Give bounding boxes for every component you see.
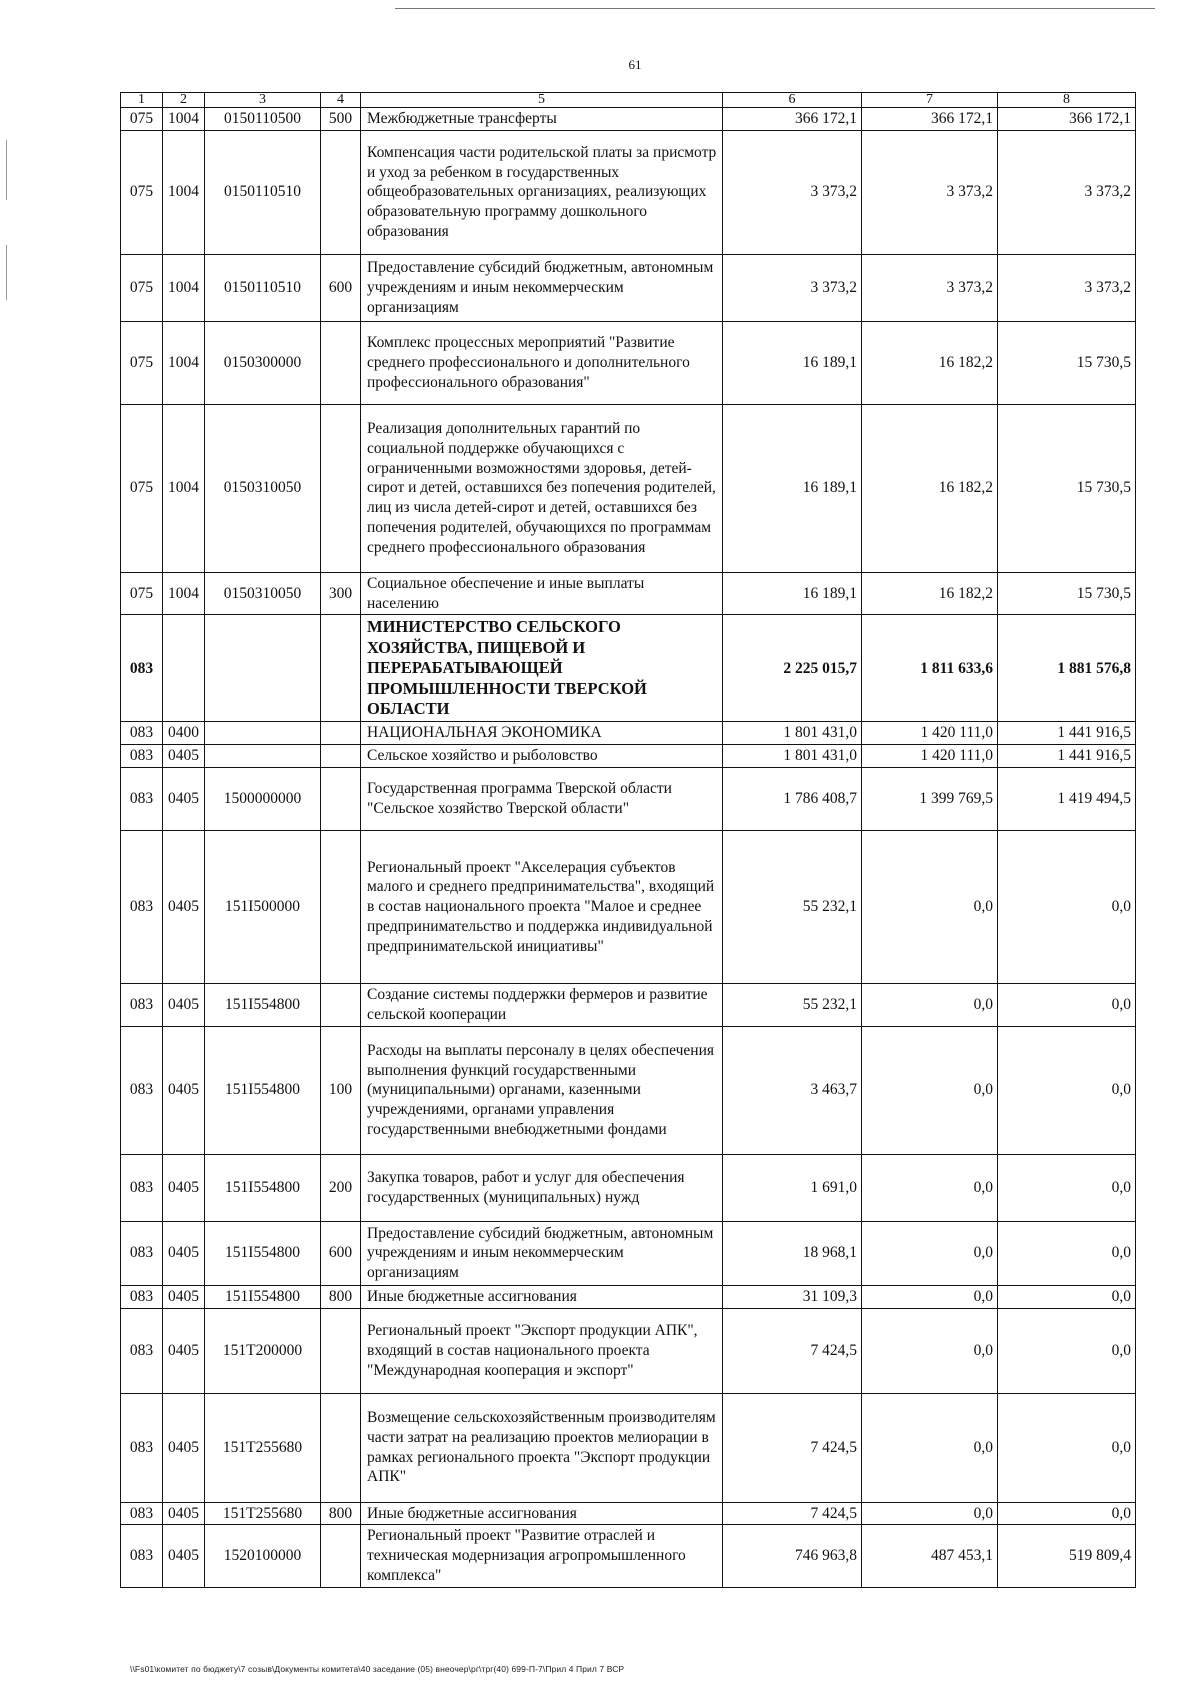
column-number-row [121, 93, 1136, 108]
table-row [121, 1525, 1136, 1587]
amount-year1-cell: 1 801 431,0 [723, 722, 862, 745]
amount-year1-cell: 746 963,8 [723, 1525, 862, 1587]
target-article-cell: 0150110500 [205, 108, 321, 131]
description-cell: Реализация дополнительных гарантий по социальной поддержке обучающихся с ограниченными возможностями здоровья, детей-сирот и детей, оставшихся без попечения родителей, лиц из числа детей-сирот и детей, оставшихся без попечения родителей, обучающихся по программам среднего профессионального образования [361, 404, 723, 572]
section-code-cell: 0400 [163, 722, 205, 745]
amount-year1-cell: 1 786 408,7 [723, 768, 862, 831]
amount-year3-cell: 1 441 916,5 [998, 745, 1136, 768]
amount-year1-cell: 3 373,2 [723, 254, 862, 321]
section-code-cell: 0405 [163, 1393, 205, 1502]
amount-year3-cell: 0,0 [998, 1285, 1136, 1308]
amount-year3-cell: 3 373,2 [998, 254, 1136, 321]
section-code-cell: 0405 [163, 1026, 205, 1154]
amount-year3-cell: 0,0 [998, 1026, 1136, 1154]
expense-type-cell [321, 1393, 361, 1502]
amount-year2-cell: 0,0 [862, 1285, 998, 1308]
description-cell: МИНИСТЕРСТВО СЕЛЬСКОГО ХОЗЯЙСТВА, ПИЩЕВОЙ И ПЕРЕРАБАТЫВАЮЩЕЙ ПРОМЫШЛЕННОСТИ ТВЕРСКОЙ ОБЛАСТИ [361, 615, 723, 722]
section-code-cell: 0405 [163, 1154, 205, 1221]
table-row [121, 1393, 1136, 1502]
ministry-code-cell: 083 [121, 831, 163, 984]
table-row [121, 722, 1136, 745]
expense-type-cell: 600 [321, 1221, 361, 1285]
amount-year1-cell: 7 424,5 [723, 1308, 862, 1393]
amount-year3-cell: 0,0 [998, 1308, 1136, 1393]
target-article-cell: 0150300000 [205, 321, 321, 404]
amount-year2-cell: 487 453,1 [862, 1525, 998, 1587]
table-row [121, 831, 1136, 984]
table-row [121, 1308, 1136, 1393]
amount-year1-cell: 16 189,1 [723, 321, 862, 404]
amount-year2-cell: 16 182,2 [862, 404, 998, 572]
amount-year3-cell: 519 809,4 [998, 1525, 1136, 1587]
column-number: 1 [121, 93, 163, 108]
expense-type-cell [321, 984, 361, 1027]
amount-year2-cell: 1 399 769,5 [862, 768, 998, 831]
amount-year1-cell: 7 424,5 [723, 1393, 862, 1502]
target-article-cell: 151I554800 [205, 1026, 321, 1154]
amount-year3-cell: 0,0 [998, 1221, 1136, 1285]
section-code-cell: 0405 [163, 1525, 205, 1587]
expense-type-cell: 800 [321, 1285, 361, 1308]
section-code-cell: 1004 [163, 572, 205, 615]
ministry-code-cell: 083 [121, 1308, 163, 1393]
section-code-cell: 1004 [163, 108, 205, 131]
table-row [121, 572, 1136, 615]
section-code-cell: 1004 [163, 404, 205, 572]
column-number: 6 [723, 93, 862, 108]
expense-type-cell: 100 [321, 1026, 361, 1154]
table-row [121, 768, 1136, 831]
section-code-cell: 0405 [163, 1308, 205, 1393]
amount-year1-cell: 366 172,1 [723, 108, 862, 131]
column-number: 8 [998, 93, 1136, 108]
amount-year1-cell: 1 801 431,0 [723, 745, 862, 768]
top-border-line [395, 8, 1155, 9]
section-code-cell: 0405 [163, 745, 205, 768]
description-cell: НАЦИОНАЛЬНАЯ ЭКОНОМИКА [361, 722, 723, 745]
description-cell: Региональный проект "Экспорт продукции АПК", входящий в состав национального проекта "Международная кооперация и экспорт" [361, 1308, 723, 1393]
table-row [121, 254, 1136, 321]
ministry-code-cell: 083 [121, 745, 163, 768]
section-code-cell: 0405 [163, 768, 205, 831]
column-number: 5 [361, 93, 723, 108]
amount-year1-cell: 55 232,1 [723, 984, 862, 1027]
amount-year2-cell: 16 182,2 [862, 572, 998, 615]
section-code-cell: 0405 [163, 1285, 205, 1308]
amount-year1-cell: 18 968,1 [723, 1221, 862, 1285]
expense-type-cell [321, 404, 361, 572]
column-number: 2 [163, 93, 205, 108]
section-code-cell: 0405 [163, 1502, 205, 1525]
description-cell: Иные бюджетные ассигнования [361, 1285, 723, 1308]
table-row [121, 745, 1136, 768]
target-article-cell: 0150110510 [205, 130, 321, 254]
description-cell: Компенсация части родительской платы за присмотр и уход за ребенком в государственных общеобразовательных организациях, реализующих образовательную программу дошкольного образования [361, 130, 723, 254]
table-body [121, 93, 1136, 1588]
description-cell: Предоставление субсидий бюджетным, автономным учреждениям и иным некоммерческим организациям [361, 254, 723, 321]
expense-type-cell [321, 130, 361, 254]
table-row [121, 130, 1136, 254]
table-row [121, 321, 1136, 404]
table-row [121, 1154, 1136, 1221]
expense-type-cell: 500 [321, 108, 361, 131]
description-cell: Межбюджетные трансферты [361, 108, 723, 131]
section-code-cell: 1004 [163, 130, 205, 254]
amount-year1-cell: 7 424,5 [723, 1502, 862, 1525]
scan-margin-mark [6, 140, 7, 200]
section-code-cell: 0405 [163, 1221, 205, 1285]
expense-type-cell [321, 768, 361, 831]
expense-type-cell: 600 [321, 254, 361, 321]
ministry-code-cell: 075 [121, 254, 163, 321]
amount-year3-cell: 366 172,1 [998, 108, 1136, 131]
description-cell: Расходы на выплаты персоналу в целях обеспечения выполнения функций государственными (муниципальными) органами, казенными учреждениями, органами управления государственными внебюджетными фондами [361, 1026, 723, 1154]
description-cell: Иные бюджетные ассигнования [361, 1502, 723, 1525]
description-cell: Региональный проект "Развитие отраслей и техническая модернизация агропромышленного комплекса" [361, 1525, 723, 1587]
ministry-code-cell: 083 [121, 1154, 163, 1221]
amount-year1-cell: 2 225 015,7 [723, 615, 862, 722]
target-article-cell: 151T255680 [205, 1502, 321, 1525]
ministry-code-cell: 075 [121, 321, 163, 404]
amount-year2-cell: 366 172,1 [862, 108, 998, 131]
amount-year1-cell: 16 189,1 [723, 572, 862, 615]
amount-year2-cell: 0,0 [862, 1502, 998, 1525]
expense-type-cell [321, 615, 361, 722]
target-article-cell: 0150310050 [205, 572, 321, 615]
amount-year3-cell: 15 730,5 [998, 404, 1136, 572]
ministry-code-cell: 075 [121, 404, 163, 572]
description-cell: Предоставление субсидий бюджетным, автономным учреждениям и иным некоммерческим организациям [361, 1221, 723, 1285]
amount-year2-cell: 0,0 [862, 984, 998, 1027]
table-row [121, 1502, 1136, 1525]
amount-year3-cell: 0,0 [998, 831, 1136, 984]
scan-margin-mark [6, 245, 7, 300]
table-row [121, 1026, 1136, 1154]
amount-year3-cell: 1 441 916,5 [998, 722, 1136, 745]
page-number: 61 [628, 57, 642, 72]
section-code-cell: 1004 [163, 321, 205, 404]
amount-year2-cell: 0,0 [862, 1026, 998, 1154]
amount-year2-cell: 16 182,2 [862, 321, 998, 404]
ministry-code-cell: 083 [121, 1525, 163, 1587]
section-code-cell [163, 615, 205, 722]
amount-year3-cell: 1 881 576,8 [998, 615, 1136, 722]
target-article-cell: 151I554800 [205, 984, 321, 1027]
expense-type-cell [321, 1308, 361, 1393]
description-cell: Государственная программа Тверской области "Сельское хозяйство Тверской области" [361, 768, 723, 831]
ministry-code-cell: 083 [121, 768, 163, 831]
target-article-cell: 151I554800 [205, 1154, 321, 1221]
amount-year2-cell: 3 373,2 [862, 130, 998, 254]
amount-year3-cell: 1 419 494,5 [998, 768, 1136, 831]
table-row [121, 984, 1136, 1027]
table-row [121, 1221, 1136, 1285]
ministry-code-cell: 083 [121, 1221, 163, 1285]
amount-year3-cell: 0,0 [998, 1502, 1136, 1525]
amount-year2-cell: 1 420 111,0 [862, 745, 998, 768]
expense-type-cell [321, 722, 361, 745]
ministry-code-cell: 083 [121, 1393, 163, 1502]
table-row [121, 1285, 1136, 1308]
amount-year1-cell: 55 232,1 [723, 831, 862, 984]
amount-year3-cell: 3 373,2 [998, 130, 1136, 254]
ministry-code-cell: 075 [121, 130, 163, 254]
ministry-code-cell: 075 [121, 108, 163, 131]
target-article-cell: 0150110510 [205, 254, 321, 321]
target-article-cell: 151T255680 [205, 1393, 321, 1502]
table-row [121, 615, 1136, 722]
amount-year1-cell: 3 463,7 [723, 1026, 862, 1154]
amount-year3-cell: 0,0 [998, 1154, 1136, 1221]
amount-year3-cell: 0,0 [998, 984, 1136, 1027]
ministry-code-cell: 083 [121, 615, 163, 722]
expense-type-cell: 300 [321, 572, 361, 615]
description-cell: Создание системы поддержки фермеров и развитие сельской кооперации [361, 984, 723, 1027]
amount-year3-cell: 0,0 [998, 1393, 1136, 1502]
description-cell: Закупка товаров, работ и услуг для обеспечения государственных (муниципальных) нужд [361, 1154, 723, 1221]
target-article-cell: 1520100000 [205, 1525, 321, 1587]
table-row [121, 108, 1136, 131]
expense-type-cell [321, 1525, 361, 1587]
target-article-cell [205, 745, 321, 768]
ministry-code-cell: 083 [121, 1285, 163, 1308]
amount-year1-cell: 31 109,3 [723, 1285, 862, 1308]
target-article-cell: 151T200000 [205, 1308, 321, 1393]
amount-year3-cell: 15 730,5 [998, 321, 1136, 404]
target-article-cell: 1500000000 [205, 768, 321, 831]
column-number: 3 [205, 93, 321, 108]
section-code-cell: 0405 [163, 831, 205, 984]
ministry-code-cell: 083 [121, 1502, 163, 1525]
amount-year3-cell: 15 730,5 [998, 572, 1136, 615]
target-article-cell [205, 615, 321, 722]
amount-year2-cell: 0,0 [862, 1393, 998, 1502]
amount-year2-cell: 3 373,2 [862, 254, 998, 321]
target-article-cell: 151I554800 [205, 1221, 321, 1285]
expense-type-cell [321, 745, 361, 768]
ministry-code-cell: 083 [121, 722, 163, 745]
description-cell: Комплекс процессных мероприятий "Развитие среднего профессионального и дополнительного профессионального образования" [361, 321, 723, 404]
column-number: 7 [862, 93, 998, 108]
target-article-cell: 151I500000 [205, 831, 321, 984]
expense-type-cell [321, 831, 361, 984]
ministry-code-cell: 075 [121, 572, 163, 615]
amount-year1-cell: 3 373,2 [723, 130, 862, 254]
table-row [121, 404, 1136, 572]
section-code-cell: 0405 [163, 984, 205, 1027]
description-cell: Возмещение сельскохозяйственным производителям части затрат на реализацию проектов мелиорации в рамках регионального проекта "Экспорт продукции АПК" [361, 1393, 723, 1502]
amount-year2-cell: 0,0 [862, 1221, 998, 1285]
expense-type-cell: 200 [321, 1154, 361, 1221]
description-cell: Сельское хозяйство и рыболовство [361, 745, 723, 768]
expense-type-cell: 800 [321, 1502, 361, 1525]
amount-year2-cell: 1 811 633,6 [862, 615, 998, 722]
footer-file-path: \\Fs01\комитет по бюджету\7 созыв\Документы комитета\40 заседание (05) внеочер\рг\трг(40) 699-П-7\Прил 4 Прил 7 ВСР [130, 1664, 625, 1674]
target-article-cell [205, 722, 321, 745]
ministry-code-cell: 083 [121, 984, 163, 1027]
target-article-cell: 0150310050 [205, 404, 321, 572]
column-number: 4 [321, 93, 361, 108]
amount-year2-cell: 0,0 [862, 1154, 998, 1221]
amount-year1-cell: 1 691,0 [723, 1154, 862, 1221]
budget-table [120, 92, 1136, 1588]
amount-year1-cell: 16 189,1 [723, 404, 862, 572]
amount-year2-cell: 0,0 [862, 1308, 998, 1393]
description-cell: Региональный проект "Акселерация субъектов малого и среднего предпринимательства", входящий в состав национального проекта "Малое и среднее предпринимательство и поддержка индивидуальной предпринимательской инициативы" [361, 831, 723, 984]
description-cell: Социальное обеспечение и иные выплаты населению [361, 572, 723, 615]
amount-year2-cell: 0,0 [862, 831, 998, 984]
ministry-code-cell: 083 [121, 1026, 163, 1154]
section-code-cell: 1004 [163, 254, 205, 321]
target-article-cell: 151I554800 [205, 1285, 321, 1308]
amount-year2-cell: 1 420 111,0 [862, 722, 998, 745]
expense-type-cell [321, 321, 361, 404]
